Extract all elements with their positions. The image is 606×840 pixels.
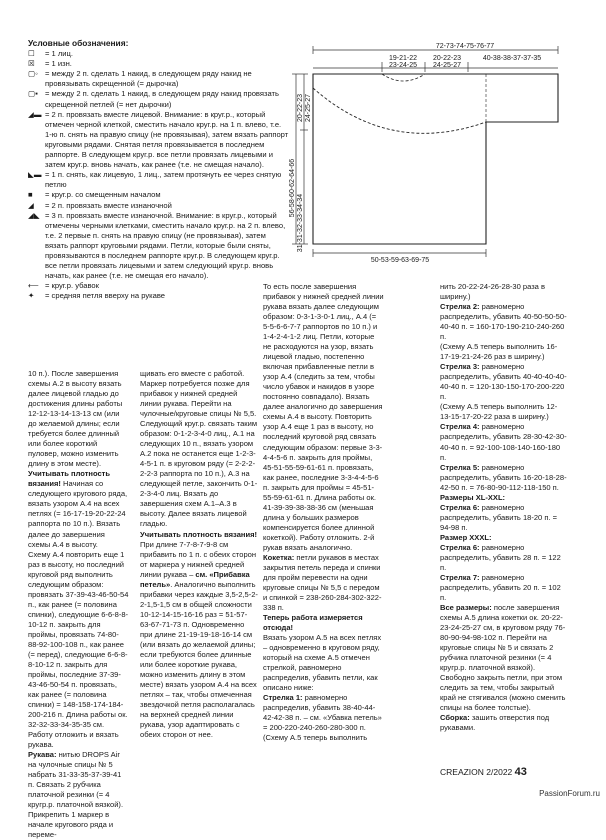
legend-symbol-icon: ◢◣ — [28, 210, 40, 220]
watermark: PassionForum.ru — [539, 789, 600, 798]
paragraph-text: (Схему А.5 теперь выполнить 12-13-15-17-20-22 раза в ширину.) — [440, 402, 558, 422]
legend-symbol-icon: ▢◦ — [28, 69, 38, 79]
paragraph — [440, 543, 568, 573]
legend-item — [28, 211, 290, 282]
legend-text: = круг.р. со смещенным началом — [45, 190, 161, 200]
paragraph — [28, 550, 129, 751]
paragraph — [28, 469, 129, 549]
bold-heading: Учитывать плотность вязания! — [140, 529, 258, 539]
paragraph-text: петли рукавов в местах закрытия петель переда и спинки для пройм перевести на одни круговые спицы № 5,5 с передом и спинкой = 238-260-284-302-322-338 п. — [263, 552, 382, 612]
bold-heading: Кокетка: — [263, 552, 295, 562]
legend-text: = между 2 п. сделать 1 накид, в следующем ряду накид провязать скрещенной петлей (= нет дырочки) — [45, 89, 279, 109]
legend-text: = круг.р. убавок — [45, 281, 99, 291]
bold-heading: Стрелка 6: — [440, 502, 480, 512]
paragraph — [440, 533, 568, 543]
bold-heading: Размеры XL-XXL: — [440, 492, 506, 502]
legend-item — [28, 89, 290, 109]
legend-symbol-icon: ▢▪ — [28, 89, 38, 99]
legend-symbol-icon: ⟵ — [28, 281, 39, 291]
paragraph-text: Следующий круг.р. связать таким образом: 0-1-2-3-4-0 лиц., А.1 на следующих 10 п., вязать узором А.2 пока не останется еще 1-2-3-4-5-1 п. в круговом ряду (= 2-2-2-2-2-3 раппорта по 10 п.), А.3 на следующей петле, закончить 0-1-2-3-4-0 лиц. Вязать до завершения схем А.1–А.3 в высоту. Далее вязать лицевой гладью. — [140, 419, 258, 529]
legend-text: = 1 лиц. — [45, 49, 74, 59]
paragraph-text: зашить отверстия под рукавами. — [440, 713, 550, 733]
paragraph-text: равномерно распределить, убавить 28 п. = 122 п. — [440, 542, 561, 572]
page-number: 43 — [514, 766, 527, 778]
paragraph-text: (Схему А.5 теперь выполнить — [263, 733, 368, 743]
paragraph — [263, 553, 384, 613]
paragraph — [28, 369, 129, 469]
paragraph-text: равномерно распределить, убавить 28-30-42-30-40-40 п. = 92-100-108-140-160-180 п. — [440, 422, 567, 462]
neckline-curve — [382, 74, 425, 81]
paragraph-text: . Аналогично выполнить прибавки через каждые 3,5-2,5-2-2-1,5-1,5 см в общей сложности 10-12-14-15-16-16 раз = 51-57-63-67-71-73 п. Одновременно при длине 21-19-19-18-16-14 см (или вязать до желаемой длины; если требуются более длинные или более короткие рукава, можно изменить длину в этом месте) вязать узором А.4 на всех петлях – так, чтобы отмеченная звездочкой петля располагалась на верхней средней линии рукава, узор адаптировать с обеих сторон от нее. — [140, 579, 258, 740]
paragraph — [263, 693, 384, 733]
legend-text: = 2 п. провязать вместе изнаночной — [45, 200, 172, 210]
garment-outline — [313, 74, 558, 244]
legend-symbol-icon: ■ — [28, 190, 33, 200]
legend-text: = между 2 п. сделать 1 накид, в следующем ряду накид не провязывать скрещенной (= дырочка) — [45, 69, 252, 89]
legend-symbol-icon: ◢▬ — [28, 109, 42, 119]
paragraph — [28, 750, 129, 840]
text-column-3 — [263, 282, 384, 743]
text-column-1 — [28, 369, 129, 840]
bold-heading: Стрелка 3: — [440, 362, 480, 372]
paragraph — [440, 362, 568, 402]
seg-right-label: 40-38-38-37-37-35 — [482, 55, 542, 62]
legend-symbol-icon: ✦ — [28, 291, 35, 301]
paragraph — [263, 633, 384, 693]
bottom-width-label: 50-53-59-63-69-75 — [370, 257, 430, 264]
paragraph-text: равномерно распределить, убавить 40-50-50-50-40-40 п. = 160-170-190-210-240-260 п. — [440, 302, 567, 342]
seg-left-label: 19-21-22 — [388, 55, 418, 62]
text-column-2 — [140, 369, 258, 740]
legend-item — [28, 201, 290, 211]
legend-symbol-icon: ◢ — [28, 200, 34, 210]
legend-symbol-icon: ☐ — [28, 49, 35, 59]
paragraph — [440, 402, 568, 422]
bold-heading: Стрелка 7: — [440, 572, 480, 582]
text-column-4 — [440, 282, 568, 733]
legend-title: Условные обозначения: — [28, 38, 129, 48]
paragraph — [140, 369, 258, 419]
bold-reference: см. «Прибавка петель» — [140, 569, 250, 589]
paragraph — [440, 713, 568, 733]
paragraph-text: Вязать узором А.5 на всех петлях – одновременно в круговом ряду, который на схеме А.5 отмечен стрелкой, равномерно распределив, убавить петли, как описано ниже: — [263, 633, 382, 693]
legend-item — [28, 59, 290, 69]
legend-text: = 1 п. снять, как лицевую, 1 лиц., затем протянуть ее через снятую петлю — [45, 170, 282, 190]
paragraph-text: после завершения схемы А.5 длина кокетки ок. 20-22-23-24-25-27 см, в круговом ряду 76-80-90-94-98-102 п. Перейти на круговые спицы № 5 и связать 2 рубчика платочной резинки (= 4 кругр.р. платочной вязкой). Свободно закрыть петли, при этом следить за тем, чтобы закрытый край не стягивался (можно сменить спицы на более толстые). — [440, 603, 566, 713]
yoke-curve — [313, 88, 486, 133]
paragraph — [440, 573, 568, 603]
legend-items — [28, 49, 290, 301]
legend-symbol-icon: ☒ — [28, 59, 35, 69]
paragraph-text: Схему А.4 повторить еще 1 раз в высоту, но последний круговой ряд выполнить следующим образом: провязать 37-39-43-46-50-54 п., как ранее (= половина спинки), следующие 6-6-8-8-10-12 п. закрыть для проймы, провязать 74-80-88-92-100-108 п., как ранее (= перед), следующие 6-6-8-8-10-12 п. закрыть для проймы, последние 37-39-43-46-50-54 п. провязать, как ранее (= половина спинки) = 148-158-174-184-200-216 п. Длина работы ок. 32-32-33-34-35-35 см. Работу отложить и вязать рукава. — [28, 549, 129, 750]
bold-heading: Рукава: — [28, 750, 57, 760]
paragraph — [440, 503, 568, 533]
paragraph — [140, 530, 258, 540]
paragraph-text: нитью DROPS Air на чулочные спицы № 5 набрать 31-33-35-37-39-41 п. Связать 2 рубчика платочной резинки (= 4 кругр.р. платочной вязкой). Прикрепить 1 маркер в начале кругового ряда и переме- — [28, 750, 124, 840]
legend-item — [28, 281, 290, 291]
legend — [28, 38, 290, 301]
bold-heading: Стрелка 1: — [263, 693, 303, 703]
paragraph-text: нить 20-22-24-26-28-30 раза в ширину.) — [440, 282, 545, 302]
legend-text: = 3 п. провязать вместе изнаночной. Внимание: в круг.р., который отмечены черными клетками, сместить начало круг.р. на 2 п. влево, т.е. 2 первые п. снять на правую спицу (не провязывая), затем вязать раппорт круговыми рядами. Петли, которые были сняты, провязываются в последнем раппорте круг.р. В следующем круг.р. все петли провязать лицевыми и затем следующий круг.р. вновь начать, как ранее (т.е. не смещая его начало). — [45, 210, 286, 281]
legend-text: = 2 п. провязать вместе лицевой. Внимание: в круг.р., который отмечен черной клеткой, сместить начало круг.р. на 1 п. влево, т.е. 1-ю п. снять на правую спицу (не провязывая), затем вязать раппорт круговыми рядами. Снятая петля провязывается в последнем раппорте. В следующем круг.р. все петли провязать лицевыми и затем круг.р. вновь начать, как ранее (т.е. не смещая начало). — [45, 109, 289, 170]
bold-heading: Стрелка 4: — [440, 422, 480, 432]
total-height-label: 56-58-60-62-64-66 — [289, 158, 296, 218]
garment-diagram — [290, 38, 590, 273]
bold-heading: Размер XXXL: — [440, 532, 492, 542]
seg-mid-label: 20-22-23 — [432, 55, 462, 62]
legend-text: = 1 изн. — [45, 59, 72, 69]
seg-left2-label: 23-24-25 — [388, 62, 418, 69]
yoke-height-label: 20-22-23 — [297, 93, 304, 123]
paragraph — [440, 422, 568, 462]
paragraph — [440, 603, 568, 713]
legend-item — [28, 190, 290, 200]
legend-item — [28, 69, 290, 89]
paragraph-text: 10 п.). После завершения схемы А.2 в высоту вязать далее лицевой гладью до достижения длины работы 12-12-13-14-13-13 см (или до желаемой длины; если требуется более длинный или более короткий пуловер, можно изменить длину в этом месте). — [28, 369, 123, 469]
bold-heading: Стрелка 5: — [440, 462, 480, 472]
legend-item — [28, 291, 290, 301]
paragraph-text: равномерно распределить, убавить 20 п. = 102 п. — [440, 572, 561, 602]
seg-mid2-label: 24-25-27 — [432, 62, 462, 69]
paragraph-text: То есть после завершения прибавок у нижней средней линии рукава вязать далее следующим образом: 0-3-1-3-0-1 лиц., А.4 (= 5-5-6-6-7-7 раппортов по 10 п.) и 1-4-2-4-1-2 лиц. Петли, которые не расходуются на узор, вязать лицевой гладью, постепенно включая прибавленные петли в узор А.4 (следить за тем, чтобы число убавок и накидов в узоре постоянно совпадало). Вязать далее аналогично до завершения схемы А.4 в высоту. Повторить узор А.4 еще 1 раз в высоту, но последний круговой ряд связать следующим образом: первые 3-3-4-4-5-6 п. закрыть для проймы, 45-51-55-59-61-61 п. провязать, как ранее, последние 3-3-4-4-5-6 п. закрыть для проймы = 45-51-55-59-61-61 п. Длина работы ок. 41-39-39-38-38-36 см (меньшая длина у больших размеров компенсируется более длинной кокеткой). Работу отложить. 2-й рукав вязать аналогично. — [263, 282, 384, 552]
paragraph-text: щивать его вместе с работой. Маркер потребуется позже для прибавок у нижней средней линии рукава. Перейти на чулочные/круговые спицы № 5,5. — [140, 369, 257, 419]
body-height-label: 31-31-32-33-34-34 — [297, 193, 304, 253]
paragraph-text: При длине 7-7-8-7-9-8 см прибавить по 1 п. с обеих сторон от маркера у нижней средней линии рукава – — [140, 539, 257, 579]
bold-heading: Теперь работа измеряется отсюда! — [263, 613, 363, 633]
paragraph — [140, 540, 258, 741]
magazine-name: CREAZION 2/2022 — [440, 767, 513, 777]
paragraph — [263, 733, 384, 743]
paragraph-text: Начиная со следующего кругового ряда, вязать узором А.4 на всех петлях (= 16-17-19-20-22-24 раппорта по 10 п.). Вязать далее до завершения схемы А.4 в высоту. — [28, 479, 128, 549]
paragraph — [440, 493, 568, 503]
bold-heading: Стрелка 2: — [440, 302, 480, 312]
paragraph-text: равномерно распределить, убавить 16-20-18-28-42-50 п. = 76-80-90-112-118-150 п. — [440, 462, 567, 492]
page-footer — [440, 766, 527, 778]
bold-heading: Учитывать плотность вязания! — [28, 469, 110, 489]
yoke-height2-label: 24-25-27 — [305, 93, 312, 123]
paragraph — [140, 419, 258, 529]
paragraph-text: равномерно распределив, убавить 38-40-44-42-42-38 п. – см. «Убавка петель» = 200-220-240-260-280-300 п. — [263, 693, 382, 733]
legend-item — [28, 170, 290, 190]
bold-heading: Стрелка 6: — [440, 542, 480, 552]
paragraph — [263, 613, 384, 633]
top-width-label: 72-73-74-75-76-77 — [435, 43, 495, 50]
legend-symbol-icon: ◣▬ — [28, 170, 42, 180]
paragraph-text: равномерно распределить, убавить 40-40-40-40-40-40 п. = 120-130-150-170-200-220 п. — [440, 362, 567, 402]
paragraph — [440, 463, 568, 493]
paragraph-text: равномерно распределить, убавить 18-20 п. = 94-98 п. — [440, 502, 558, 532]
paragraph — [440, 302, 568, 342]
paragraph — [440, 342, 568, 362]
paragraph — [440, 282, 568, 302]
legend-text: = средняя петля вверху на рукаве — [45, 291, 166, 301]
paragraph — [263, 282, 384, 553]
paragraph-text: (Схему А.5 теперь выполнить 16-17-19-21-24-26 раз в ширину.) — [440, 342, 558, 362]
bold-heading: Сборка: — [440, 713, 470, 723]
legend-item — [28, 49, 290, 59]
bold-heading: Все размеры: — [440, 603, 492, 612]
legend-item — [28, 110, 290, 171]
